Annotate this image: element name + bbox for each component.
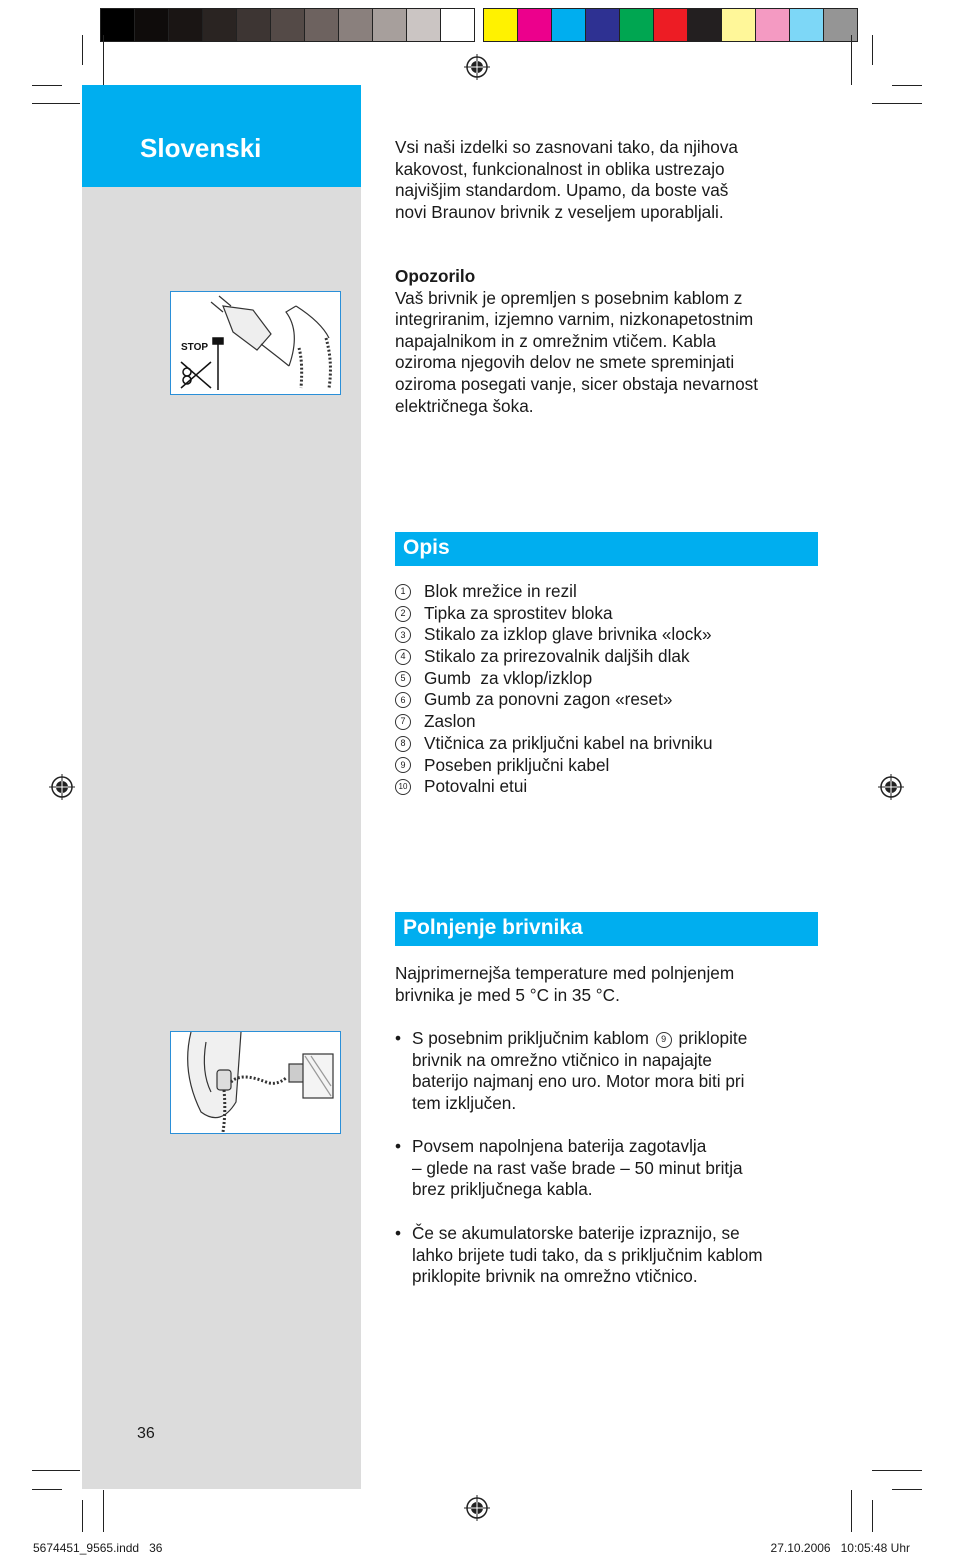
item-text: Stikalo za izklop glave brivnika «lock»: [424, 624, 712, 645]
color-swatch: [551, 8, 586, 42]
list-item: [395, 755, 713, 777]
shaver-charging-icon: [171, 1032, 339, 1132]
crop-mark: [872, 103, 922, 104]
parts-list: [395, 581, 713, 798]
crop-mark: [872, 1500, 873, 1532]
warning-line: električnega šoka.: [395, 395, 534, 416]
registration-mark-icon: [464, 1495, 490, 1521]
crop-mark: [82, 35, 83, 65]
crop-mark: [872, 35, 873, 65]
charging-bullet-1: [395, 1028, 825, 1114]
color-swatch: [823, 8, 858, 42]
color-swatch: [653, 8, 688, 42]
charging-intro-line: brivnika je med 5 °C in 35 °C.: [395, 984, 620, 1005]
item-text: Potovalni etui: [424, 776, 528, 797]
warning-heading: Opozorilo: [395, 266, 476, 286]
color-swatch: [236, 8, 271, 42]
crop-mark: [32, 1489, 62, 1490]
warning-line: Vaš brivnik je opremljen s posebnim kablom z: [395, 287, 743, 308]
color-swatch: [406, 8, 441, 42]
file-info-footer: 5674451_9565.indd 36: [33, 1541, 163, 1555]
crop-mark: [32, 103, 80, 104]
warning-line: oziroma njegovih delov ne smete spreminjati: [395, 352, 735, 373]
item-number: 9: [395, 757, 411, 773]
crop-mark: [851, 35, 852, 85]
bullet-text: brez priključnega kabla.: [412, 1179, 593, 1200]
intro-line: kakovost, funkcionalnost in oblika ustrezajo: [395, 158, 725, 179]
intro-line: najvišjim standardom. Upamo, da boste vaš: [395, 180, 729, 201]
charging-heading: Polnjenje brivnika: [403, 916, 583, 939]
color-swatch: [789, 8, 824, 42]
warning-line: integriranim, izjemno varnim, nizkonapetostnim: [395, 309, 754, 330]
bullet-dot: •: [395, 1028, 402, 1048]
language-title-block: [82, 85, 361, 187]
color-calibration-bar-right: [483, 8, 857, 42]
bullet-text: S posebnim priključnim kablom: [412, 1028, 649, 1048]
color-swatch: [202, 8, 237, 42]
list-item: [395, 603, 713, 625]
list-item: [395, 711, 713, 733]
list-item: [395, 776, 713, 798]
bullet-text: Če se akumulatorske baterije izpraznijo, se: [412, 1223, 740, 1243]
bullet-text: – glede na rast vaše brade – 50 minut britja: [412, 1157, 743, 1178]
item-number: 4: [395, 649, 411, 665]
item-number: 1: [395, 584, 411, 600]
list-item: [395, 581, 713, 603]
stop-label: STOP: [181, 342, 209, 353]
registration-mark-icon: [464, 54, 490, 80]
item-reference-number: 9: [656, 1032, 672, 1048]
registration-mark-icon: [878, 774, 904, 800]
item-number: 5: [395, 671, 411, 687]
color-swatch: [517, 8, 552, 42]
color-swatch: [755, 8, 790, 42]
bullet-text: lahko brijete tudi tako, da s priključnim kablom: [412, 1244, 763, 1265]
registration-mark-icon: [49, 774, 75, 800]
item-number: 8: [395, 736, 411, 752]
bullet-text: brivnik na omrežno vtičnico in napajajte: [412, 1049, 712, 1070]
color-swatch: [585, 8, 620, 42]
item-text: Poseben priključni kabel: [424, 754, 610, 775]
bullet-dot: •: [395, 1136, 402, 1156]
bullet-text: priklopite: [678, 1028, 748, 1048]
crop-mark: [103, 35, 104, 85]
color-swatch: [372, 8, 407, 42]
item-number: 6: [395, 692, 411, 708]
color-swatch: [619, 8, 654, 42]
color-swatch: [721, 8, 756, 42]
item-text: Gumb za vklop/izklop: [424, 667, 593, 688]
charging-intro-line: Najprimernejša temperature med polnjenjem: [395, 963, 735, 983]
warning-cable-illustration: [170, 291, 341, 395]
color-swatch: [483, 8, 518, 42]
charging-heading-bar: [395, 912, 818, 946]
bullet-text: priklopite brivnik na omrežno vtičnico.: [412, 1266, 698, 1287]
item-number: 2: [395, 606, 411, 622]
list-item: [395, 668, 713, 690]
timestamp-footer: 27.10.2006 10:05:48 Uhr: [770, 1541, 910, 1555]
crop-mark: [892, 1489, 922, 1490]
color-swatch: [687, 8, 722, 42]
crop-mark: [851, 1490, 852, 1532]
warning-section: [395, 266, 825, 417]
color-swatch: [270, 8, 305, 42]
crop-mark: [872, 1470, 922, 1471]
charging-bullet-3: [395, 1223, 825, 1288]
list-item: [395, 646, 713, 668]
item-text: Gumb za ponovni zagon «reset»: [424, 689, 673, 710]
color-calibration-bar-left: [100, 8, 474, 42]
list-item: [395, 689, 713, 711]
bullet-text: baterijo najmanj eno uro. Motor mora biti pri: [412, 1071, 745, 1092]
item-number: 7: [395, 714, 411, 730]
list-item: [395, 733, 713, 755]
charging-bullet-2: [395, 1136, 825, 1201]
intro-line: novi Braunov brivnik z veseljem uporabljali.: [395, 201, 724, 222]
crop-mark: [82, 1500, 83, 1532]
warning-line: oziroma posegati vanje, sicer obstaja nevarnost: [395, 373, 759, 394]
item-number: 10: [395, 779, 411, 795]
description-heading: Opis: [403, 536, 450, 559]
page-number: 36: [137, 1425, 155, 1442]
item-text: Vtičnica za priključni kabel na brivniku: [424, 732, 713, 753]
bullet-dot: •: [395, 1223, 402, 1243]
description-heading-bar: [395, 532, 818, 566]
intro-paragraph: [395, 137, 825, 223]
color-swatch: [338, 8, 373, 42]
intro-line: Vsi naši izdelki so zasnovani tako, da njihova: [395, 137, 738, 157]
crop-mark: [103, 1490, 104, 1532]
item-text: Blok mrežice in rezil: [424, 581, 577, 601]
color-swatch: [440, 8, 475, 42]
color-swatch: [100, 8, 135, 42]
color-swatch: [134, 8, 169, 42]
item-text: Tipka za sprostitev bloka: [424, 602, 613, 623]
color-swatch: [168, 8, 203, 42]
bullet-text: Povsem napolnjena baterija zagotavlja: [412, 1136, 707, 1156]
warning-line: napajalnikom in z omrežnim vtičem. Kabla: [395, 330, 716, 351]
page-title: Slovenski: [140, 133, 262, 163]
item-text: Zaslon: [424, 711, 476, 732]
crop-mark: [892, 85, 922, 86]
list-item: [395, 624, 713, 646]
item-number: 3: [395, 627, 411, 643]
charging-illustration: [170, 1031, 341, 1134]
charging-intro: [395, 963, 825, 1006]
item-text: Stikalo za prirezovalnik daljših dlak: [424, 646, 690, 667]
crop-mark: [32, 85, 62, 86]
bullet-text: tem izključen.: [412, 1092, 517, 1113]
color-swatch: [304, 8, 339, 42]
crop-mark: [32, 1470, 80, 1471]
plug-cable-icon: [171, 292, 339, 393]
